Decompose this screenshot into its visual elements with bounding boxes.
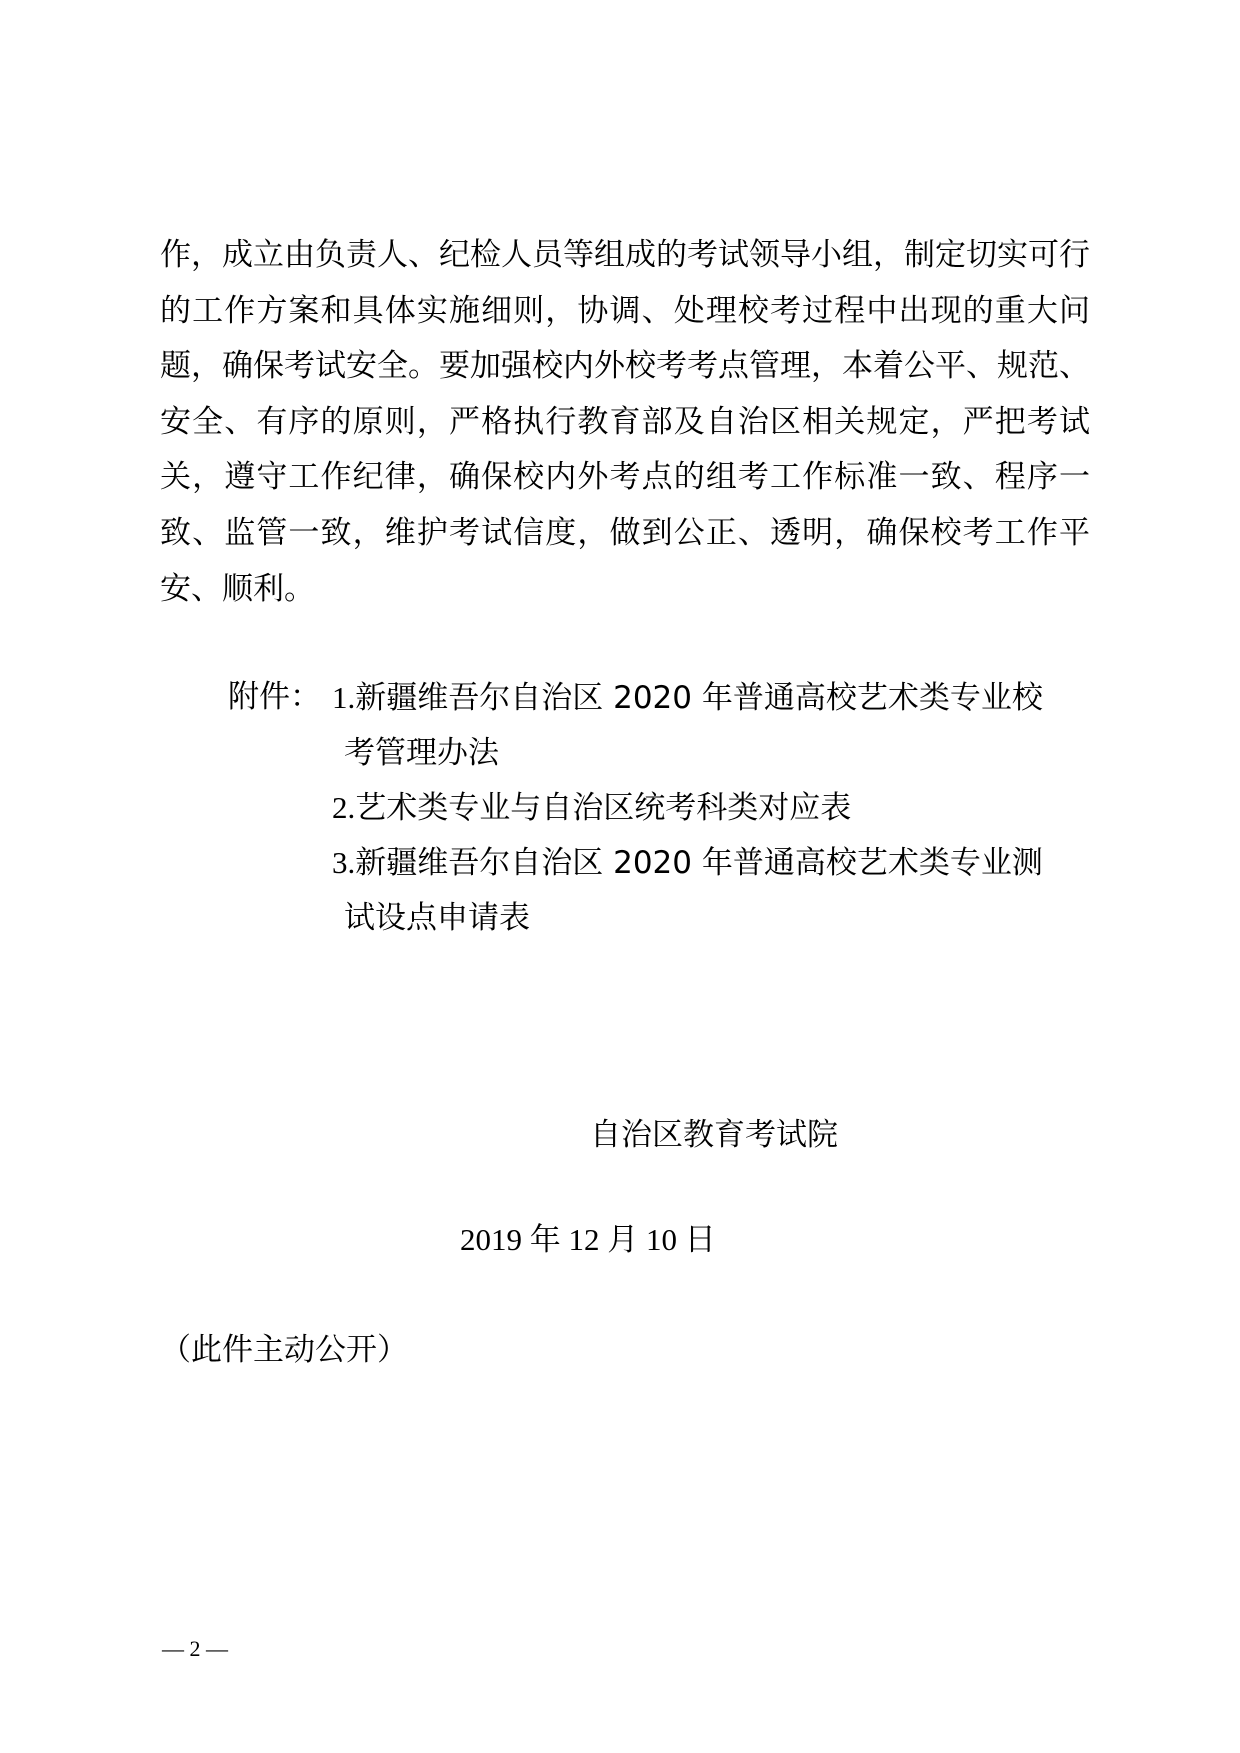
attachment-number: 3.	[332, 845, 356, 880]
issuing-organization: 自治区教育考试院	[590, 1117, 838, 1153]
page-number: — 2 —	[162, 1636, 228, 1661]
disclosure-note: （此件主动公开）	[160, 1332, 408, 1368]
attachment-title-line: 新疆维吾尔自治区 2020 年普通高校艺术类专业校	[355, 680, 1043, 716]
attachment-title-line: 艺术类专业与自治区统考科类对应表	[355, 790, 852, 826]
body-paragraph: 作，成立由负责人、纪检人员等组成的考试领导小组，制定切实可行的工作方案和具体实施细则，协调、处理校考过程中出现的重大问题，确保考试安全。要加强校内外校考考点管理，本着公平、规范、安全、有序的原则，严格执行教育部及自治区相关规定，严把考试关，遵守工作纪律，确保校内外考点的组考工作标准一致、程序一致、监管一致，维护考试信度，做到公正、透明，确保校考工作平安、顺利。	[160, 237, 1090, 607]
attachment-item-2	[332, 780, 1098, 836]
attachment-number: 2.	[332, 790, 356, 825]
attachment-number: 1.	[332, 680, 356, 715]
attachments-label: 附件：	[228, 679, 321, 715]
attachment-title-line: 新疆维吾尔自治区 2020 年普通高校艺术类专业测	[355, 845, 1043, 881]
attachment-title-continuation: 试设点申请表	[344, 900, 530, 936]
issue-date: 2019 年 12 月 10 日	[460, 1222, 716, 1257]
attachment-item-3	[332, 835, 1098, 946]
attachment-item-1	[332, 670, 1098, 781]
attachment-title-continuation: 考管理办法	[344, 735, 499, 771]
